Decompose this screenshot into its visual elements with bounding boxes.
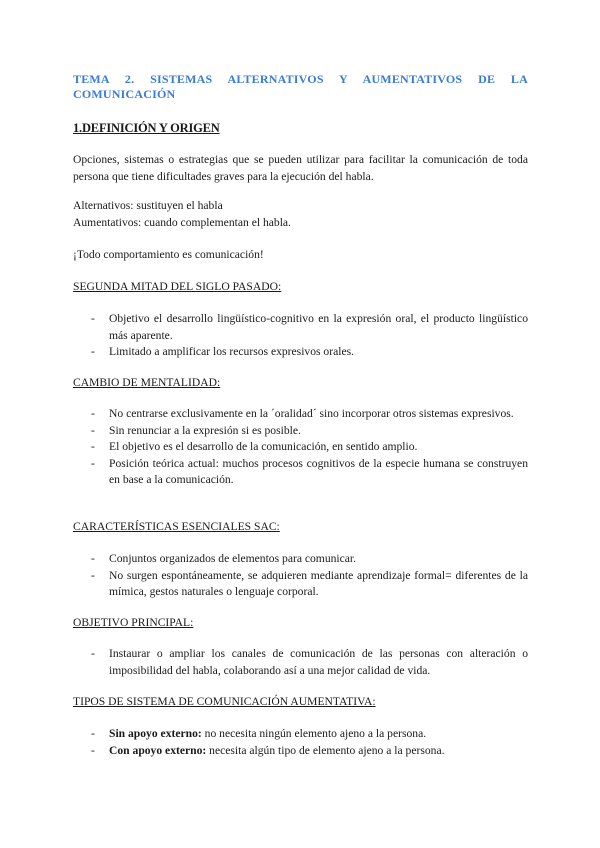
bold-term: Sin apoyo externo: [109,727,202,740]
definition-paragraph: Opciones, sistemas o estrategias que se pueden utilizar para facilitar la comunicación de toda persona que tiene dificultades graves para la ejecución del habla. [73,153,528,183]
quote-line: ¡Todo comportamiento es comunicación! [73,248,264,261]
list-item: - Objetivo el desarrollo lingüístico-cognitivo en la expresión oral, el producto lingüístico más aparente. [91,312,528,342]
list-item: - Con apoyo externo: necesita algún tipo de elemento ajeno a la persona. [73,743,528,760]
bullet-dash: - [91,456,95,470]
list-objetivo-principal [73,646,528,679]
list-item: - Sin renunciar a la expresión si es posible. [73,423,528,440]
aumentativos-line: Aumentativos: cuando complementan el habla. [73,216,291,229]
bullet-dash: - [91,312,95,325]
list-caracteristicas [73,551,528,601]
section-title-tipos-sistema: TIPOS DE SISTEMA DE COMUNICACIÓN AUMENTATIVA: [73,695,376,708]
list-item: - No surgen espontáneamente, se adquieren mediante aprendizaje formal= diferentes de la mímica, gestos naturales o lenguaje corporal. [91,568,528,598]
bullet-dash: - [91,568,95,582]
list-cambio-mentalidad [73,406,528,489]
section-title-caracteristicas: CARACTERÍSTICAS ESENCIALES SAC: [73,520,280,533]
list-item: - Sin apoyo externo: no necesita ningún elemento ajeno a la persona. [73,726,528,743]
bullet-dash: - [91,345,95,358]
bullet-dash: - [91,647,95,660]
list-item: - Limitado a amplificar los recursos expresivos orales. [73,344,528,361]
list-tipos-sistema [73,726,528,759]
list-segunda-mitad [73,311,528,361]
list-item: - El objetivo es el desarrollo de la comunicación, en sentido amplio. [73,439,528,456]
list-item: - Instaurar o ampliar los canales de comunicación de las personas con alteración o imposibilidad del habla, colaborando así a una mejor calidad de vida. [91,647,528,677]
section-title-cambio-mentalidad: CAMBIO DE MENTALIDAD: [73,376,221,389]
document-title [73,72,528,102]
bullet-dash: - [91,727,95,740]
bullet-dash: - [91,440,95,453]
alternativos-line: Alternativos: sustituyen el habla [73,199,223,212]
bold-term: Con apoyo externo: [109,743,207,757]
title-line-2: COMUNICACIÓN [73,87,176,101]
bullet-dash: - [91,743,95,757]
section-title-segunda-mitad: SEGUNDA MITAD DEL SIGLO PASADO: [73,280,282,293]
heading-definicion-origen: 1.DEFINICIÓN Y ORIGEN [73,121,220,135]
title-line-1: TEMA 2. SISTEMAS ALTERNATIVOS Y AUMENTATIVOS DE LA [73,72,528,86]
bullet-dash: - [91,407,95,420]
list-item: - No centrarse exclusivamente en la ´oralidad´ sino incorporar otros sistemas expresivos. [73,406,528,423]
list-item: - Conjuntos organizados de elementos para comunicar. [73,551,528,568]
section-title-objetivo-principal: OBJETIVO PRINCIPAL: [73,616,194,629]
bullet-dash: - [91,423,95,437]
list-item: - Posición teórica actual: muchos procesos cognitivos de la especie humana se construyen en base a la comunicación. [91,456,528,486]
bullet-dash: - [91,552,95,565]
